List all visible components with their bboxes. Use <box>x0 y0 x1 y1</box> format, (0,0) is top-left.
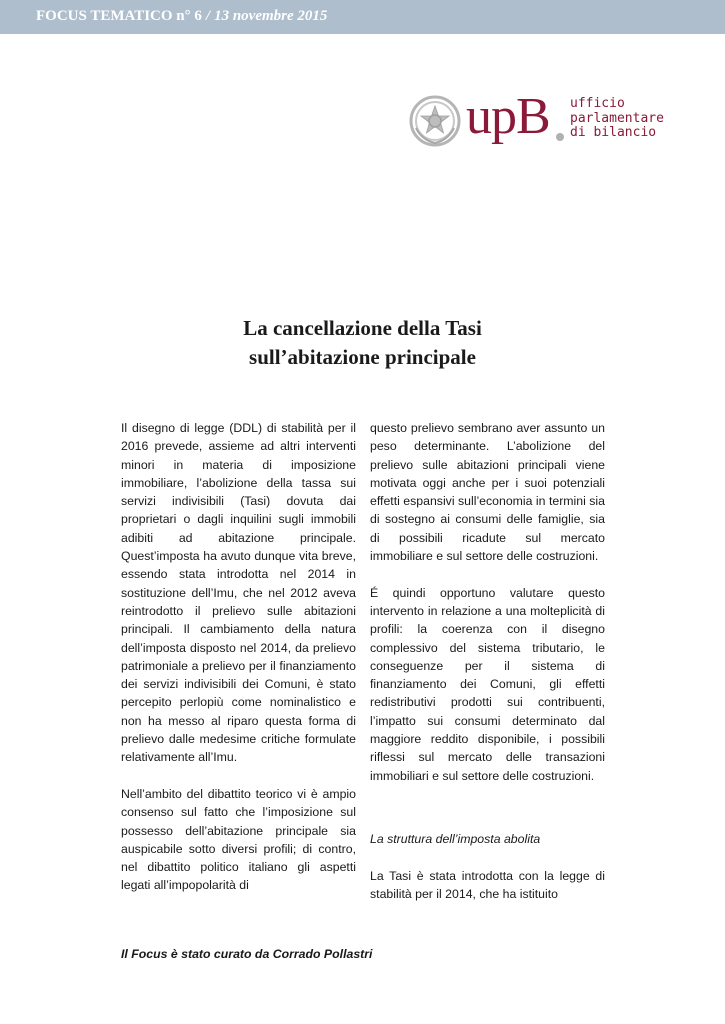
upb-logo <box>408 88 668 154</box>
right-paragraph-3: La Tasi è stata introdotta con la legge di stabilità per il 2014, che ha istituito <box>370 868 605 901</box>
document-title <box>0 314 725 372</box>
header-series-date <box>36 8 327 25</box>
upb-name <box>570 97 664 141</box>
header-series: FOCUS TEMATICO n° 6 <box>36 8 202 24</box>
italian-emblem-icon <box>408 94 462 148</box>
header-date: 13 novembre 2015 <box>214 8 328 24</box>
title-line-2: sull’abitazione principale <box>249 345 476 369</box>
header-separator: / <box>205 8 211 24</box>
title-line-1: La cancellazione della Tasi <box>243 316 482 340</box>
right-paragraph-2: É quindi opportuno valutare questo intervento in relazione a una molteplicità di profili: la coerenza con il disegno complessivo del sistema tributario, le conseguenze per il sistema di finanziamento dei Comuni, gli effetti redistributivi prodotti sui contribuenti, l’impatto sui consumi determinato dal maggiore reddito disponibile, i possibili riflessi sul mercato delle transazioni immobiliari e sul settore delle costruzioni. <box>370 585 605 783</box>
left-paragraph-1: Il disegno di legge (DDL) di stabilità per il 2016 prevede, assieme ad altri interventi minori in materia di imposizione immobiliare, l’abolizione della tassa sui servizi indivisibili (Tasi) dovuta dai proprietari o dagli inquilini sugli immobili adibiti ad abitazione principale. Quest’imposta ha avuto dunque vita breve, essendo stata introdotta nel 2014 in sostituzione dell’Imu, che nel 2012 aveva reintrodotto il prelievo sulle abitazioni principali. Il cambiamento della natura dell’imposta disposto nel 2014, da prelievo patrimoniale a prelievo per il finanziamento dei servizi indivisibili dei Comuni, è stato percepito perlopiù come nominalistico e non ha messo al riparo questa forma di prelievo dalle medesime critiche formulate relativamente all’Imu. <box>121 421 356 765</box>
footer-note: Il Focus è stato curato da Corrado Pollastri <box>121 947 373 961</box>
upb-dot <box>556 133 564 141</box>
upb-name-line-1: ufficio <box>570 96 625 111</box>
header-bar <box>0 0 725 34</box>
right-paragraph-1: questo prelievo sembrano aver assunto un peso determinante. L’abolizione del prelievo sulle abitazioni principali viene motivata oggi anche per i suoi potenziali effetti espansivi sull’economia in termini sia di sostegno ai consumi delle famiglie, sia di possibili ricadute sul mercato immobiliare e sul settore delle costruzioni. <box>370 421 605 564</box>
upb-name-line-2: parlamentare <box>570 110 664 126</box>
section-subheading: La struttura dell’imposta abolita <box>370 831 541 846</box>
upb-name-line-3: di bilancio <box>570 125 657 140</box>
left-paragraph-2: Nell’ambito del dibattito teorico vi è ampio consenso sul fatto che l’imposizione sul possesso dell’abitazione principale sia auspicabile sotto diversi profili; di contro, nel dibattito politico italiano gli aspetti legati all’impopolarità di <box>121 786 356 893</box>
left-column <box>121 419 356 913</box>
upb-wordmark: upB <box>466 88 550 145</box>
right-column <box>370 419 605 921</box>
